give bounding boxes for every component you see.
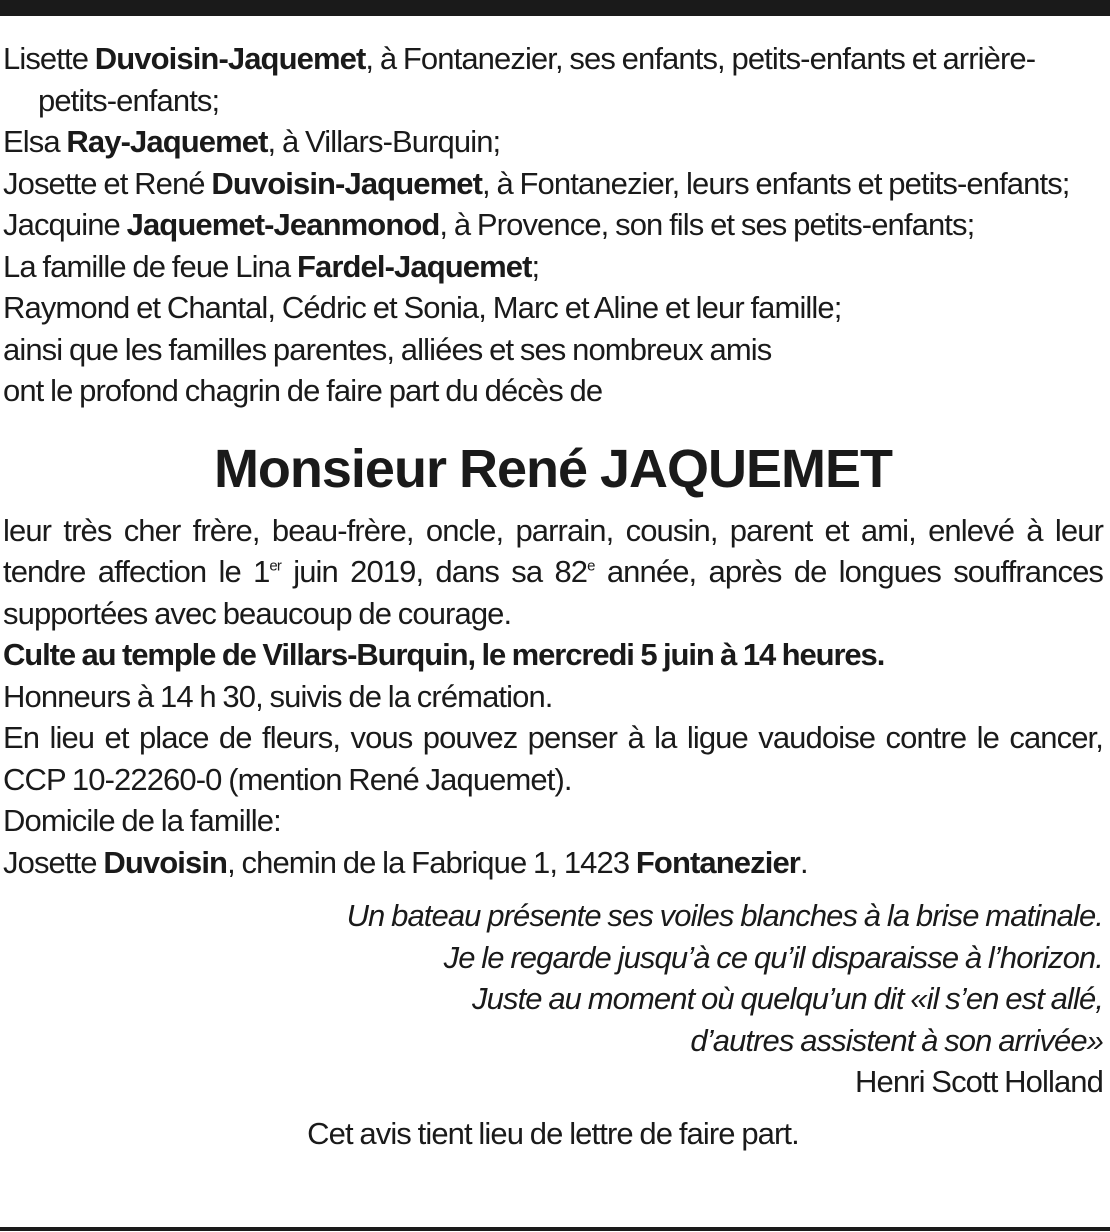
family-name: Jaquemet-Jeanmonod <box>126 207 440 242</box>
family-text: , à Fontanezier, ses enfants, petits-enfants et arrière-petits-enfants; <box>38 41 1036 118</box>
address-name: Duvoisin <box>103 844 228 880</box>
service-info: Culte au temple de Villars-Burquin, le mercredi 5 juin à 14 heures. <box>3 637 885 672</box>
announcement-part: juin 2019, dans sa 82 <box>280 554 588 589</box>
family-text: , à Fontanezier, leurs enfants et petits-enfants; <box>482 165 1070 201</box>
family-line-5 <box>3 246 1103 288</box>
poem-line: d’autres assistent à son arrivée» <box>690 1022 1103 1058</box>
poem-line: Un bateau présente ses voiles blanches à la brise matinale. <box>346 898 1103 933</box>
family-line-7 <box>3 329 1103 371</box>
poem-line: Juste au moment où quelqu’un dit «il s’en est allé, <box>472 981 1103 1016</box>
announcement-text <box>3 510 1103 635</box>
family-line-1 <box>3 38 1103 121</box>
closing-note: Cet avis tient lieu de lettre de faire part. <box>307 1115 799 1151</box>
address-text: . <box>799 844 808 880</box>
domicile-label: Domicile de la famille: <box>3 803 281 838</box>
family-text: Lisette <box>3 41 95 76</box>
deceased-name: Monsieur René JAQUEMET <box>213 438 893 499</box>
announcement-part: année, après de longues souffrances supportées avec beaucoup de courage. <box>3 554 1104 631</box>
family-list <box>3 38 1103 412</box>
family-text: ainsi que les familles parentes, alliées et ses nombreux amis <box>3 331 772 367</box>
family-name: Ray-Jaquemet <box>66 124 268 159</box>
family-line-6 <box>3 287 1103 329</box>
family-text: Josette et René <box>3 165 212 201</box>
family-address <box>3 842 1103 884</box>
family-text: ; <box>531 248 540 284</box>
ordinal-suffix: er <box>269 557 281 575</box>
family-line-3 <box>3 163 1103 205</box>
poem-line: Je le regarde jusqu’à ce qu’il disparaisse à l’horizon. <box>443 939 1103 975</box>
family-name: Duvoisin-Jaquemet <box>211 165 483 201</box>
poem-author: Henri Scott Holland <box>855 1064 1103 1099</box>
family-text: , à Villars-Burquin; <box>267 124 501 159</box>
donation-info: En lieu et place de fleurs, vous pouvez penser à la ligue vaudoise contre le cancer, CCP 10-22260-0 (mention René Jaquemet). <box>3 720 1103 797</box>
address-town: Fontanezier <box>635 844 800 880</box>
bottom-rule <box>0 1227 1110 1231</box>
family-line-2 <box>3 121 1103 163</box>
family-text: , à Provence, son fils et ses petits-enfants; <box>439 207 975 242</box>
family-text: Raymond et Chantal, Cédric et Sonia, Marc et Aline et leur famille; <box>3 290 842 325</box>
ordinal-suffix: e <box>587 557 595 575</box>
death-notice <box>3 38 1103 1154</box>
family-line-8 <box>3 370 1103 412</box>
top-rule <box>0 0 1110 16</box>
honors-info: Honneurs à 14 h 30, suivis de la crémation. <box>3 678 553 714</box>
address-text: Josette <box>3 844 104 880</box>
family-line-4 <box>3 204 1103 246</box>
family-text: La famille de feue Lina <box>3 248 297 284</box>
family-text: Elsa <box>3 124 67 159</box>
family-text: ont le profond chagrin de faire part du décès de <box>3 373 603 408</box>
address-text: , chemin de la Fabrique 1, 1423 <box>227 844 636 880</box>
announcement-part: leur très cher frère, beau-frère, oncle, parrain, cousin, parent et ami, enlevé à leur tendre affection le 1 <box>3 512 1103 589</box>
family-text: Jacquine <box>3 207 127 242</box>
family-name: Fardel-Jaquemet <box>296 248 532 284</box>
family-name: Duvoisin-Jaquemet <box>94 41 366 76</box>
poem <box>3 895 1103 1103</box>
